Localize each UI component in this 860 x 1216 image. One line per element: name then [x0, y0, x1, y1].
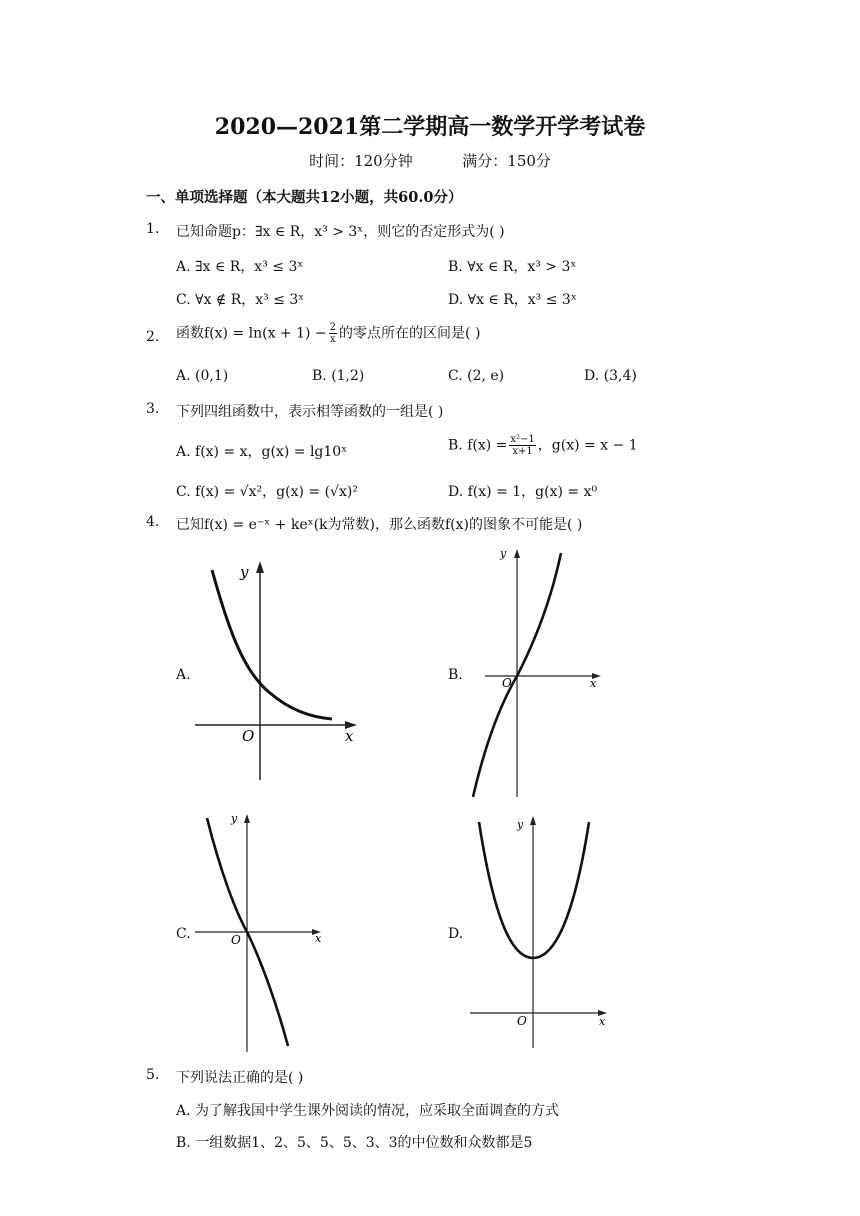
question-4-text: 已知f(x) = e⁻ˣ + keˣ(k为常数)，那么函数f(x)的图象不可能是( ): [176, 517, 583, 533]
graph-b-origin: O: [502, 676, 512, 690]
graph-a-origin: O: [242, 727, 255, 745]
question-1-option-c: C. ∀x ∉ R，x³ ≤ 3ˣ: [176, 292, 305, 308]
graph-c-y-label: y: [231, 812, 238, 825]
graph-c: [195, 810, 335, 1055]
question-3-option-b: [448, 434, 638, 457]
graph-d-origin: O: [517, 1014, 527, 1028]
question-2-number: 2.: [146, 329, 160, 345]
graph-d-label: D.: [448, 926, 464, 942]
exam-time: 时间：120分钟: [309, 152, 413, 170]
question-2-frac-num: 2: [329, 322, 337, 333]
graph-c-x-label: x: [315, 932, 322, 945]
question-5-option-a: A. 为了解我国中学生课外阅读的情况，应采取全面调查的方式: [176, 1103, 560, 1119]
question-2-fraction: [329, 322, 337, 345]
graph-b-label: B.: [448, 667, 463, 683]
question-5-option-b: B. 一组数据1、2、5、5、5、3、3的中位数和众数都是5: [176, 1135, 533, 1151]
question-3-text: 下列四组函数中，表示相等函数的一组是( ): [176, 404, 444, 420]
question-1-number: 1.: [146, 221, 160, 237]
question-2-option-b: B. (1,2): [312, 368, 365, 384]
graph-c-origin: O: [231, 933, 241, 947]
graph-b: [465, 545, 615, 800]
graph-d: [465, 812, 615, 1050]
exam-subtitle: [0, 150, 860, 171]
question-1-option-b: B. ∀x ∈ R，x³ > 3ˣ: [448, 259, 577, 275]
graph-d-y-label: y: [517, 818, 524, 831]
question-2-option-a: A. (0,1): [176, 368, 229, 384]
graph-a-y-label: y: [240, 563, 249, 581]
question-3-option-b-after: ，g(x) = x − 1: [537, 437, 638, 454]
question-2-text-before: 函数f(x) = ln(x + 1) −: [176, 325, 327, 342]
question-5-text: 下列说法正确的是( ): [176, 1070, 304, 1086]
question-1-option-d: D. ∀x ∈ R，x³ ≤ 3ˣ: [448, 292, 577, 308]
graph-a: [190, 555, 370, 785]
graph-a-x-label: x: [345, 727, 354, 745]
question-2-option-d: D. (3,4): [584, 368, 637, 384]
graph-b-y-label: y: [500, 547, 507, 560]
question-3-option-b-fraction: [509, 434, 535, 457]
question-2-text: [176, 322, 480, 345]
graph-b-x-label: x: [590, 677, 597, 690]
section-heading: 一、单项选择题（本大题共12小题，共60.0分）: [146, 189, 463, 206]
graph-c-label: C.: [176, 926, 191, 942]
question-3-option-b-frac-den: x+1: [512, 446, 533, 457]
question-4-number: 4.: [146, 514, 160, 530]
question-1-text: 已知命题p：∃x ∈ R，x³ > 3ˣ，则它的否定形式为( ): [176, 224, 505, 240]
question-5-number: 5.: [146, 1067, 160, 1083]
graph-a-label: A.: [176, 667, 191, 683]
exam-title: 2020—2021第二学期高一数学开学考试卷: [214, 114, 646, 140]
question-3-option-d: D. f(x) = 1，g(x) = x⁰: [448, 484, 598, 500]
question-1-option-a: A. ∃x ∈ R，x³ ≤ 3ˣ: [176, 259, 304, 275]
question-2-frac-den: x: [330, 334, 336, 345]
question-2-text-after: 的零点所在的区间是( ): [339, 325, 481, 342]
exam-score: 满分：150分: [462, 152, 551, 170]
question-3-option-b-frac-num: x²−1: [510, 434, 535, 445]
question-3-number: 3.: [146, 401, 160, 417]
question-3-option-c: C. f(x) = √x²，g(x) = (√x)²: [176, 484, 358, 500]
question-3-option-b-label: B. f(x) =: [448, 437, 508, 454]
graph-d-x-label: x: [599, 1015, 606, 1028]
question-2-option-c: C. (2, e): [448, 368, 505, 384]
question-3-option-a: A. f(x) = x，g(x) = lg10ˣ: [176, 444, 348, 460]
